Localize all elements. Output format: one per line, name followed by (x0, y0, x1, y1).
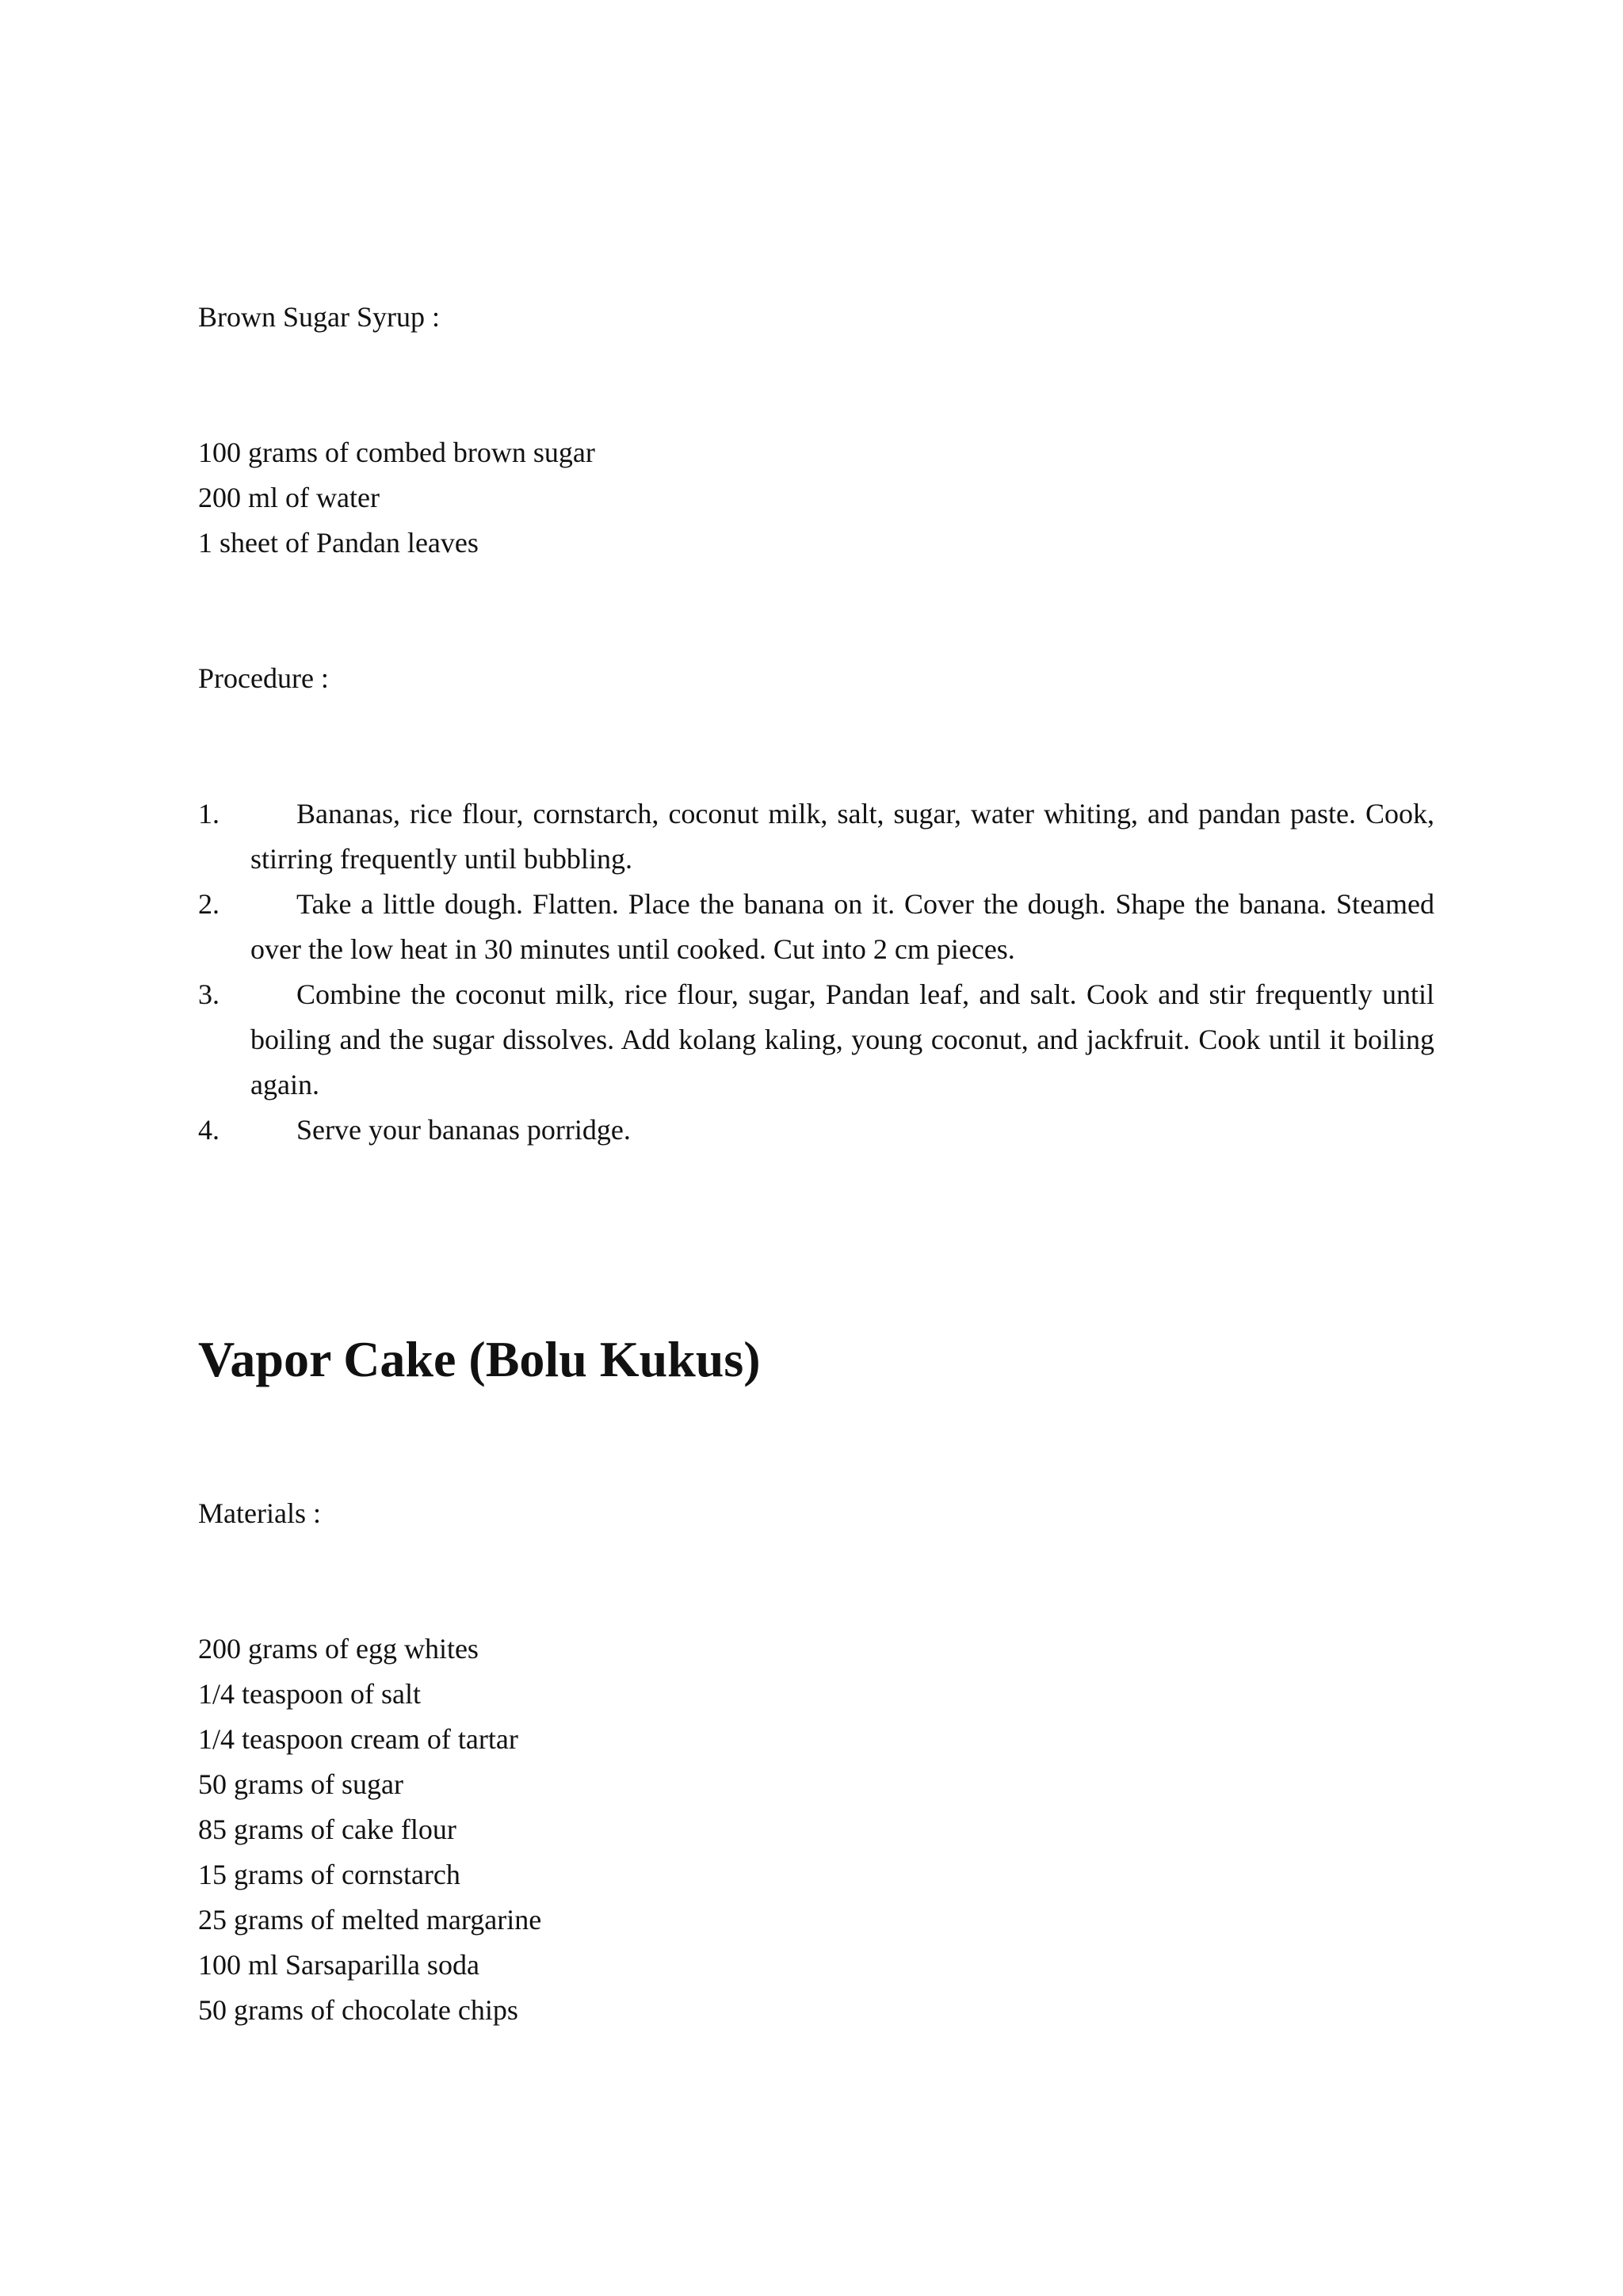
material-item: 1/4 teaspoon cream of tartar (198, 1723, 518, 1755)
procedure-steps (198, 791, 1434, 1153)
material-item: 25 grams of melted margarine (198, 1904, 542, 1936)
material-item: 1/4 teaspoon of salt (198, 1678, 421, 1710)
procedure-step (198, 882, 1434, 972)
material-item: 85 grams of cake flour (198, 1814, 456, 1845)
step-number: 3. (198, 978, 220, 1010)
procedure-step (198, 972, 1434, 1108)
material-item: 15 grams of cornstarch (198, 1859, 460, 1890)
procedure-step (198, 791, 1434, 882)
step-number: 4. (198, 1114, 220, 1146)
syrup-item: 200 ml of water (198, 482, 380, 513)
syrup-item: 1 sheet of Pandan leaves (198, 527, 479, 559)
materials-label: Materials : (198, 1497, 321, 1529)
step-number: 2. (198, 888, 220, 920)
step-number: 1. (198, 798, 220, 830)
step-text: Combine the coconut milk, rice flour, sugar, Pandan leaf, and salt. Cook and stir frequently until boiling and the sugar dissolves. Add kolang kaling, young coconut, and jackfruit. Cook until it boiling again. (250, 978, 1434, 1100)
procedure-step (198, 1108, 1434, 1153)
step-text: Serve your bananas porridge. (296, 1114, 631, 1146)
material-item: 50 grams of chocolate chips (198, 1994, 518, 2026)
step-text: Bananas, rice flour, cornstarch, coconut milk, salt, sugar, water whiting, and pandan paste. Cook, stirring frequently until bubbling. (250, 798, 1434, 875)
step-text: Take a little dough. Flatten. Place the banana on it. Cover the dough. Shape the banana. Steamed over the low heat in 30 minutes until cooked. Cut into 2 cm pieces. (250, 888, 1434, 965)
material-item: 50 grams of sugar (198, 1768, 403, 1800)
material-item: 100 ml Sarsaparilla soda (198, 1949, 479, 1981)
recipe-title: Vapor Cake (Bolu Kukus) (198, 1331, 761, 1387)
syrup-item: 100 grams of combed brown sugar (198, 437, 595, 468)
procedure-label: Procedure : (198, 662, 329, 694)
material-item: 200 grams of egg whites (198, 1633, 479, 1665)
syrup-label: Brown Sugar Syrup : (198, 301, 440, 333)
